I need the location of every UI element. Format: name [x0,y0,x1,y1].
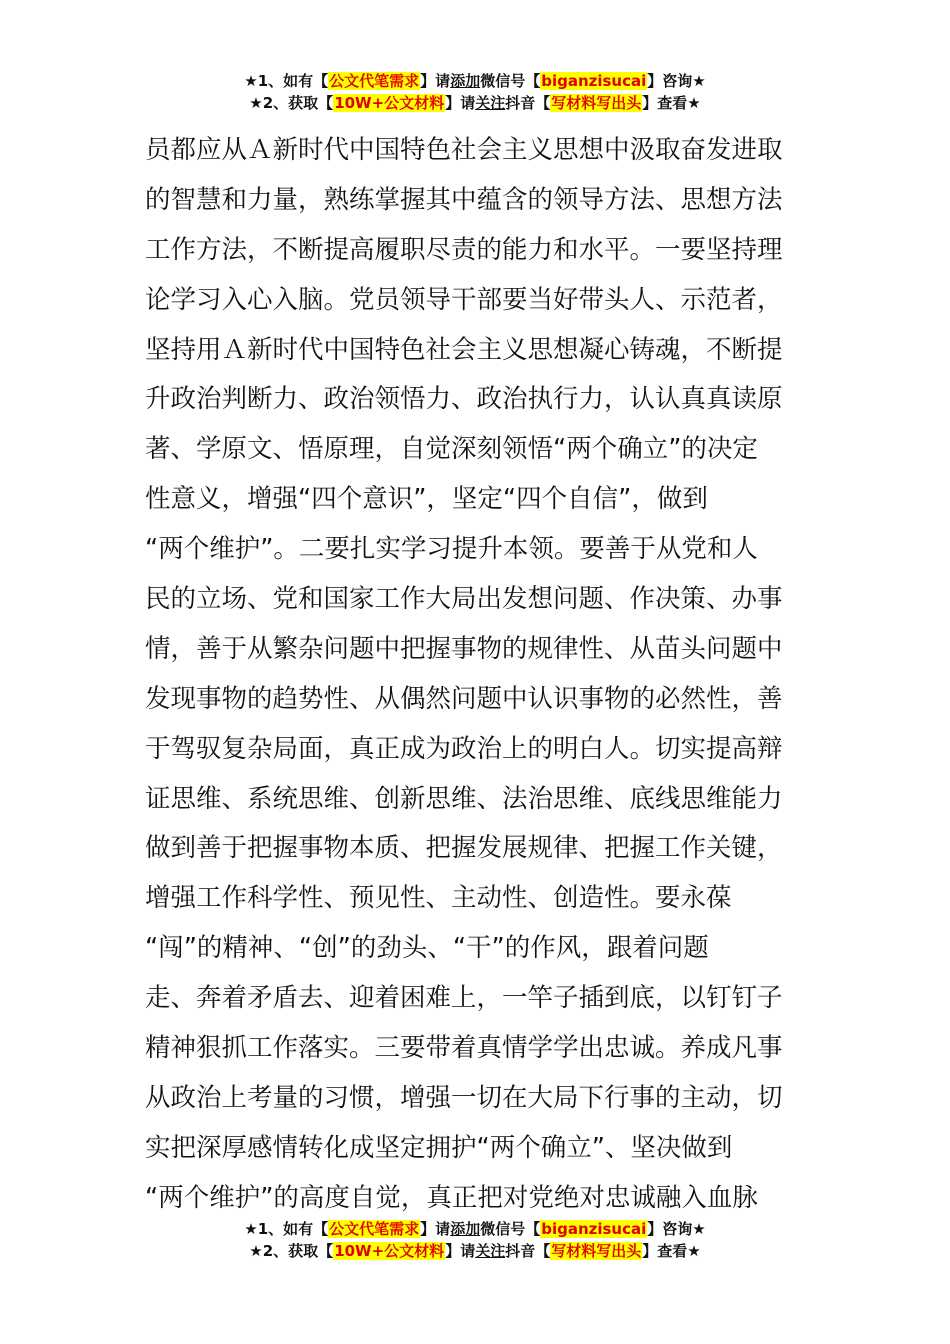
text-line: 工作方法，不断提高履职尽责的能力和水平。一要坚持理 [145,234,783,265]
text-line: 民的立场、党和国家工作大局出发想问题、作决策、办事 [145,584,783,615]
banner-line-2: ★2、获取【10W+公文材料】请关注抖音【写材料写出头】查看★ [249,94,701,112]
text-line: 升政治判断力、政治领悟力、政治执行力，认认真真读原 [145,384,783,415]
text-line: 的智慧和力量，熟练掌握其中蕴含的领导方法、思想方法 [145,184,783,215]
highlight-wechat-id: biganzisucai [541,72,647,90]
highlight-service: 公文代笔需求 [329,72,420,90]
text-line: 精神狠抓工作落实。三要带着真情学学出忠诚。养成凡事 [145,1033,783,1064]
highlight-materials: 10W+公文材料 [334,1242,445,1260]
highlight-materials: 10W+公文材料 [334,94,445,112]
text-line: 于驾驭复杂局面，真正成为政治上的明白人。切实提高辩 [145,733,783,764]
text-line: 实把深厚感情转化成坚定拥护“两个确立”、坚决做到 [145,1132,733,1163]
text-line: 证思维、系统思维、创新思维、法治思维、底线思维能力 [145,783,783,814]
banner-line-2: ★2、获取【10W+公文材料】请关注抖音【写材料写出头】查看★ [249,1242,701,1260]
highlight-douyin-account: 写材料写出头 [551,94,642,112]
text-line: 坚持用Ａ新时代中国特色社会主义思想凝心铸魂，不断提 [145,334,783,365]
footer-banner [0,1218,950,1262]
banner-line-1: ★1、如有【公文代笔需求】请添加微信号【biganzisucai】咨询★ [244,1220,706,1238]
text-line: 从政治上考量的习惯，增强一切在大局下行事的主动，切 [145,1082,783,1113]
text-line: 做到善于把握事物本质、把握发展规律、把握工作关键， [145,833,783,864]
text-line: 性意义，增强“四个意识”，坚定“四个自信”，做到 [145,484,708,515]
highlight-wechat-id: biganzisucai [541,1220,647,1238]
text-line: “两个维护”。二要扎实学习提升本领。要善于从党和人 [145,534,758,565]
text-line: “闯”的精神、“创”的劲头、“干”的作风，跟着问题 [145,933,709,964]
banner-line-1: ★1、如有【公文代笔需求】请添加微信号【biganzisucai】咨询★ [244,72,706,90]
highlight-douyin-account: 写材料写出头 [551,1242,642,1260]
text-line: 员都应从Ａ新时代中国特色社会主义思想中汲取奋发进取 [145,135,783,165]
text-line: 发现事物的趋势性、从偶然问题中认识事物的必然性，善 [145,683,783,714]
text-line: 增强工作科学性、预见性、主动性、创造性。要永葆 [145,883,732,914]
text-line: “两个维护”的高度自觉，真正把对党绝对忠诚融入血脉 [145,1182,758,1213]
text-line: 走、奔着矛盾去、迎着困难上，一竿子插到底，以钉钉子 [145,983,783,1014]
highlight-service: 公文代笔需求 [329,1220,420,1238]
text-line: 情，善于从繁杂问题中把握事物的规律性、从苗头问题中 [145,633,783,664]
text-line: 著、学原文、悟原理，自觉深刻领悟“两个确立”的决定 [145,434,758,465]
text-line: 论学习入心入脑。党员领导干部要当好带头人、示范者， [145,284,783,315]
body-paragraph [145,126,810,1224]
header-banner [0,70,950,114]
